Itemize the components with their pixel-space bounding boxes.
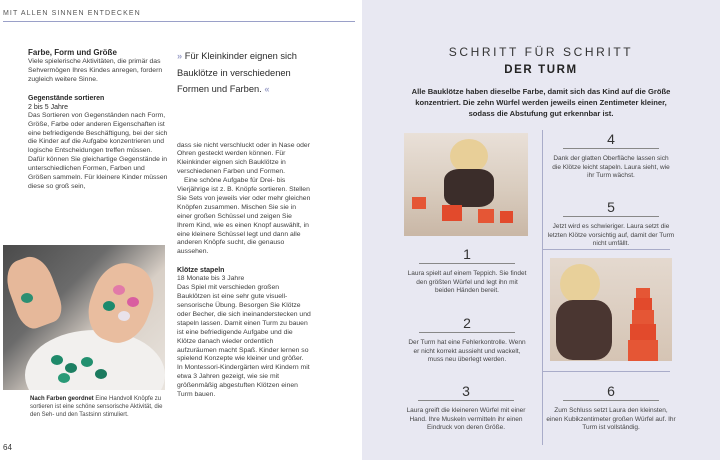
- step-rule: [418, 400, 514, 401]
- step-5: [546, 199, 676, 249]
- pull-quote: [177, 48, 311, 98]
- step-text: Der Turm hat eine Fehlerkontrolle. Wenn er nicht korrekt aussieht und wackelt, muss neu überlegt werden.: [408, 339, 526, 364]
- step-rule: [419, 332, 515, 333]
- button-dot: [118, 311, 130, 321]
- step-number: 4: [607, 131, 615, 147]
- button-dot: [51, 355, 63, 365]
- button-dot: [113, 285, 125, 295]
- grid-horizontal-line: [542, 371, 670, 372]
- section-title-farbe: Farbe, Form und Größe: [28, 48, 117, 57]
- running-head: MIT ALLEN SINNEN ENTDECKEN: [3, 10, 141, 17]
- bowl-shape: [25, 330, 165, 390]
- step-text: Laura greift die kleineren Würfel mit einer Hand. Ihre Muskeln vermitteln ihr einen Eindruck von deren Größe.: [406, 407, 526, 432]
- button-dot: [127, 297, 139, 307]
- tower-block: [636, 288, 650, 298]
- page-number: 64: [3, 443, 12, 452]
- button-dot: [103, 301, 115, 311]
- step-number: 5: [607, 199, 615, 215]
- steps-title: DER TURM: [504, 64, 578, 76]
- step-6: [546, 383, 676, 433]
- photo-step-1: [404, 133, 528, 236]
- continued-text-2: Eine schöne Aufgabe für Drei- bis Vierjährige ist z. B. Knöpfe sortieren. Stellen Sie Sets von jeweils vier oder mehr gleichen Knöpfen zusammen. Mischen Sie sie in einer großen Schüssel und zeigen Sie Ihrem Kind, wie es einen Knopf auswählt, in eine kleinere Schüssel legt und dann alle anderen Knöpfe sucht, die genauso aussehen.: [177, 177, 311, 256]
- steps-intro: Alle Bauklötze haben dieselbe Farbe, damit sich das Kind auf die Größe konzentriert. Die zehn Würfel werden jeweils einen Zentimeter kleiner, sodass die Abstufung gut erkennbar ist.: [411, 87, 671, 118]
- photo-step-5: [550, 258, 672, 361]
- tower-block: [630, 324, 656, 340]
- step-rule: [563, 148, 659, 149]
- step-number: 2: [463, 315, 471, 331]
- tower-block: [634, 298, 652, 310]
- red-block: [478, 209, 494, 223]
- section-body-kloetze: Das Spiel mit verschieden großen Bauklötzen ist eine sehr gute visuell-sensorische Übung. Besorgen Sie Klötze oder Becher, die sich ineinanderstecken und stapeln lassen. Damit einen Turm zu bauen ist eine befriedigende Aufgabe und die Klötze danach wieder ordentlich aufzuräumen macht Spaß. Kinder lernen so spielend Konzepte wie kleiner und größer. In Montessori-Kindergärten wird Kindern mit etwa 3 Jahren gezeigt, wie sie mit größenmäßig abgestuften Klötzen einen Turm bauen.: [177, 284, 311, 399]
- red-block: [500, 211, 513, 223]
- section-intro: Viele spielerische Aktivitäten, die primär das Sehvermögen Ihres Kindes anregen, fordern zugleich weitere Sinne.: [28, 58, 163, 83]
- step-4: [550, 131, 672, 181]
- quote-close-mark: «: [264, 84, 270, 94]
- button-dot: [58, 373, 70, 383]
- step-rule: [563, 400, 659, 401]
- header-rule: [3, 21, 355, 22]
- red-block: [442, 205, 462, 221]
- text-column-right: [177, 48, 311, 400]
- step-text: Jetzt wird es schwieriger. Laura setzt die letzten Klötze vorsichtig auf, damit der Turm nicht umfällt.: [547, 223, 675, 248]
- button-dot: [95, 369, 107, 379]
- step-text: Dank der glatten Oberfläche lassen sich die Klötze leicht stapeln. Laura sieht, wie ihr Turm wächst.: [552, 155, 670, 180]
- child-body: [556, 300, 612, 360]
- button-dot: [21, 293, 33, 303]
- photo-caption: [30, 396, 170, 419]
- step-text: Laura spielt auf einem Teppich. Sie findet den größten Würfel und legt ihn mit beiden Händen bereit.: [407, 270, 527, 295]
- hand-shape: [3, 251, 67, 332]
- section-body-sortieren: Das Sortieren von Gegenständen nach Form, Größe, Farbe oder anderen Eigenschaften ist eine befriedigende Beschäftigung, bei der sich die Kinder auf die Aufgabe konzentrieren und logische Entscheidungen treffen müssen. Dafür können Sie gleichartige Gegenstände in unterschiedlichen Formen, Farben und Größen sammeln. Für kleinere Kinder müssen diese so groß sein,: [28, 111, 168, 190]
- buttons-photo: [3, 245, 165, 390]
- tower-block: [632, 310, 654, 324]
- quote-text: Für Kleinkinder eignen sich Bauklötze in verschiedenen Formen und Farben.: [177, 51, 297, 94]
- steps-eyebrow: SCHRITT FÜR SCHRITT: [448, 45, 634, 59]
- grid-vertical-line: [542, 130, 543, 445]
- tower-block: [628, 340, 658, 361]
- grid-horizontal-line: [542, 249, 670, 250]
- step-number: 1: [463, 246, 471, 262]
- right-page: [362, 0, 720, 460]
- step-number: 3: [462, 383, 470, 399]
- caption-text: Eine Handvoll Knöpfe zu sortieren ist eine schöne sensorische Aktivität, die den Seh- und den Tastsinn stimuliert.: [30, 396, 163, 418]
- quote-open-mark: »: [177, 51, 183, 61]
- child-head: [450, 139, 488, 173]
- age-range-sortieren: 2 bis 5 Jahre: [28, 103, 69, 111]
- button-dot: [65, 363, 77, 373]
- step-number: 6: [607, 383, 615, 399]
- section-title-kloetze: Klötze stapeln: [177, 267, 225, 275]
- step-text: Zum Schluss setzt Laura den kleinsten, einen Kubikzentimeter großen Würfel auf. Ihr Turm ist vollständig.: [546, 407, 676, 432]
- step-3: [402, 383, 530, 433]
- age-range-kloetze: 18 Monate bis 3 Jahre: [177, 275, 245, 283]
- section-title-sortieren: Gegenstände sortieren: [28, 94, 105, 102]
- red-block: [412, 197, 426, 209]
- continued-text: dass sie nicht verschluckt oder in Nase oder Ohren gesteckt werden können. Für Kleinkinder eignen sich Bauklötze in verschiedenen Farben und Formen.: [177, 141, 310, 176]
- caption-bold: Nach Farben geordnet: [30, 396, 94, 402]
- step-2: [406, 315, 528, 365]
- child-head: [560, 264, 600, 304]
- step-rule: [419, 263, 515, 264]
- step-rule: [563, 216, 659, 217]
- button-dot: [81, 357, 93, 367]
- step-1: [406, 246, 528, 296]
- text-column-left: [28, 48, 168, 192]
- child-body: [444, 169, 494, 207]
